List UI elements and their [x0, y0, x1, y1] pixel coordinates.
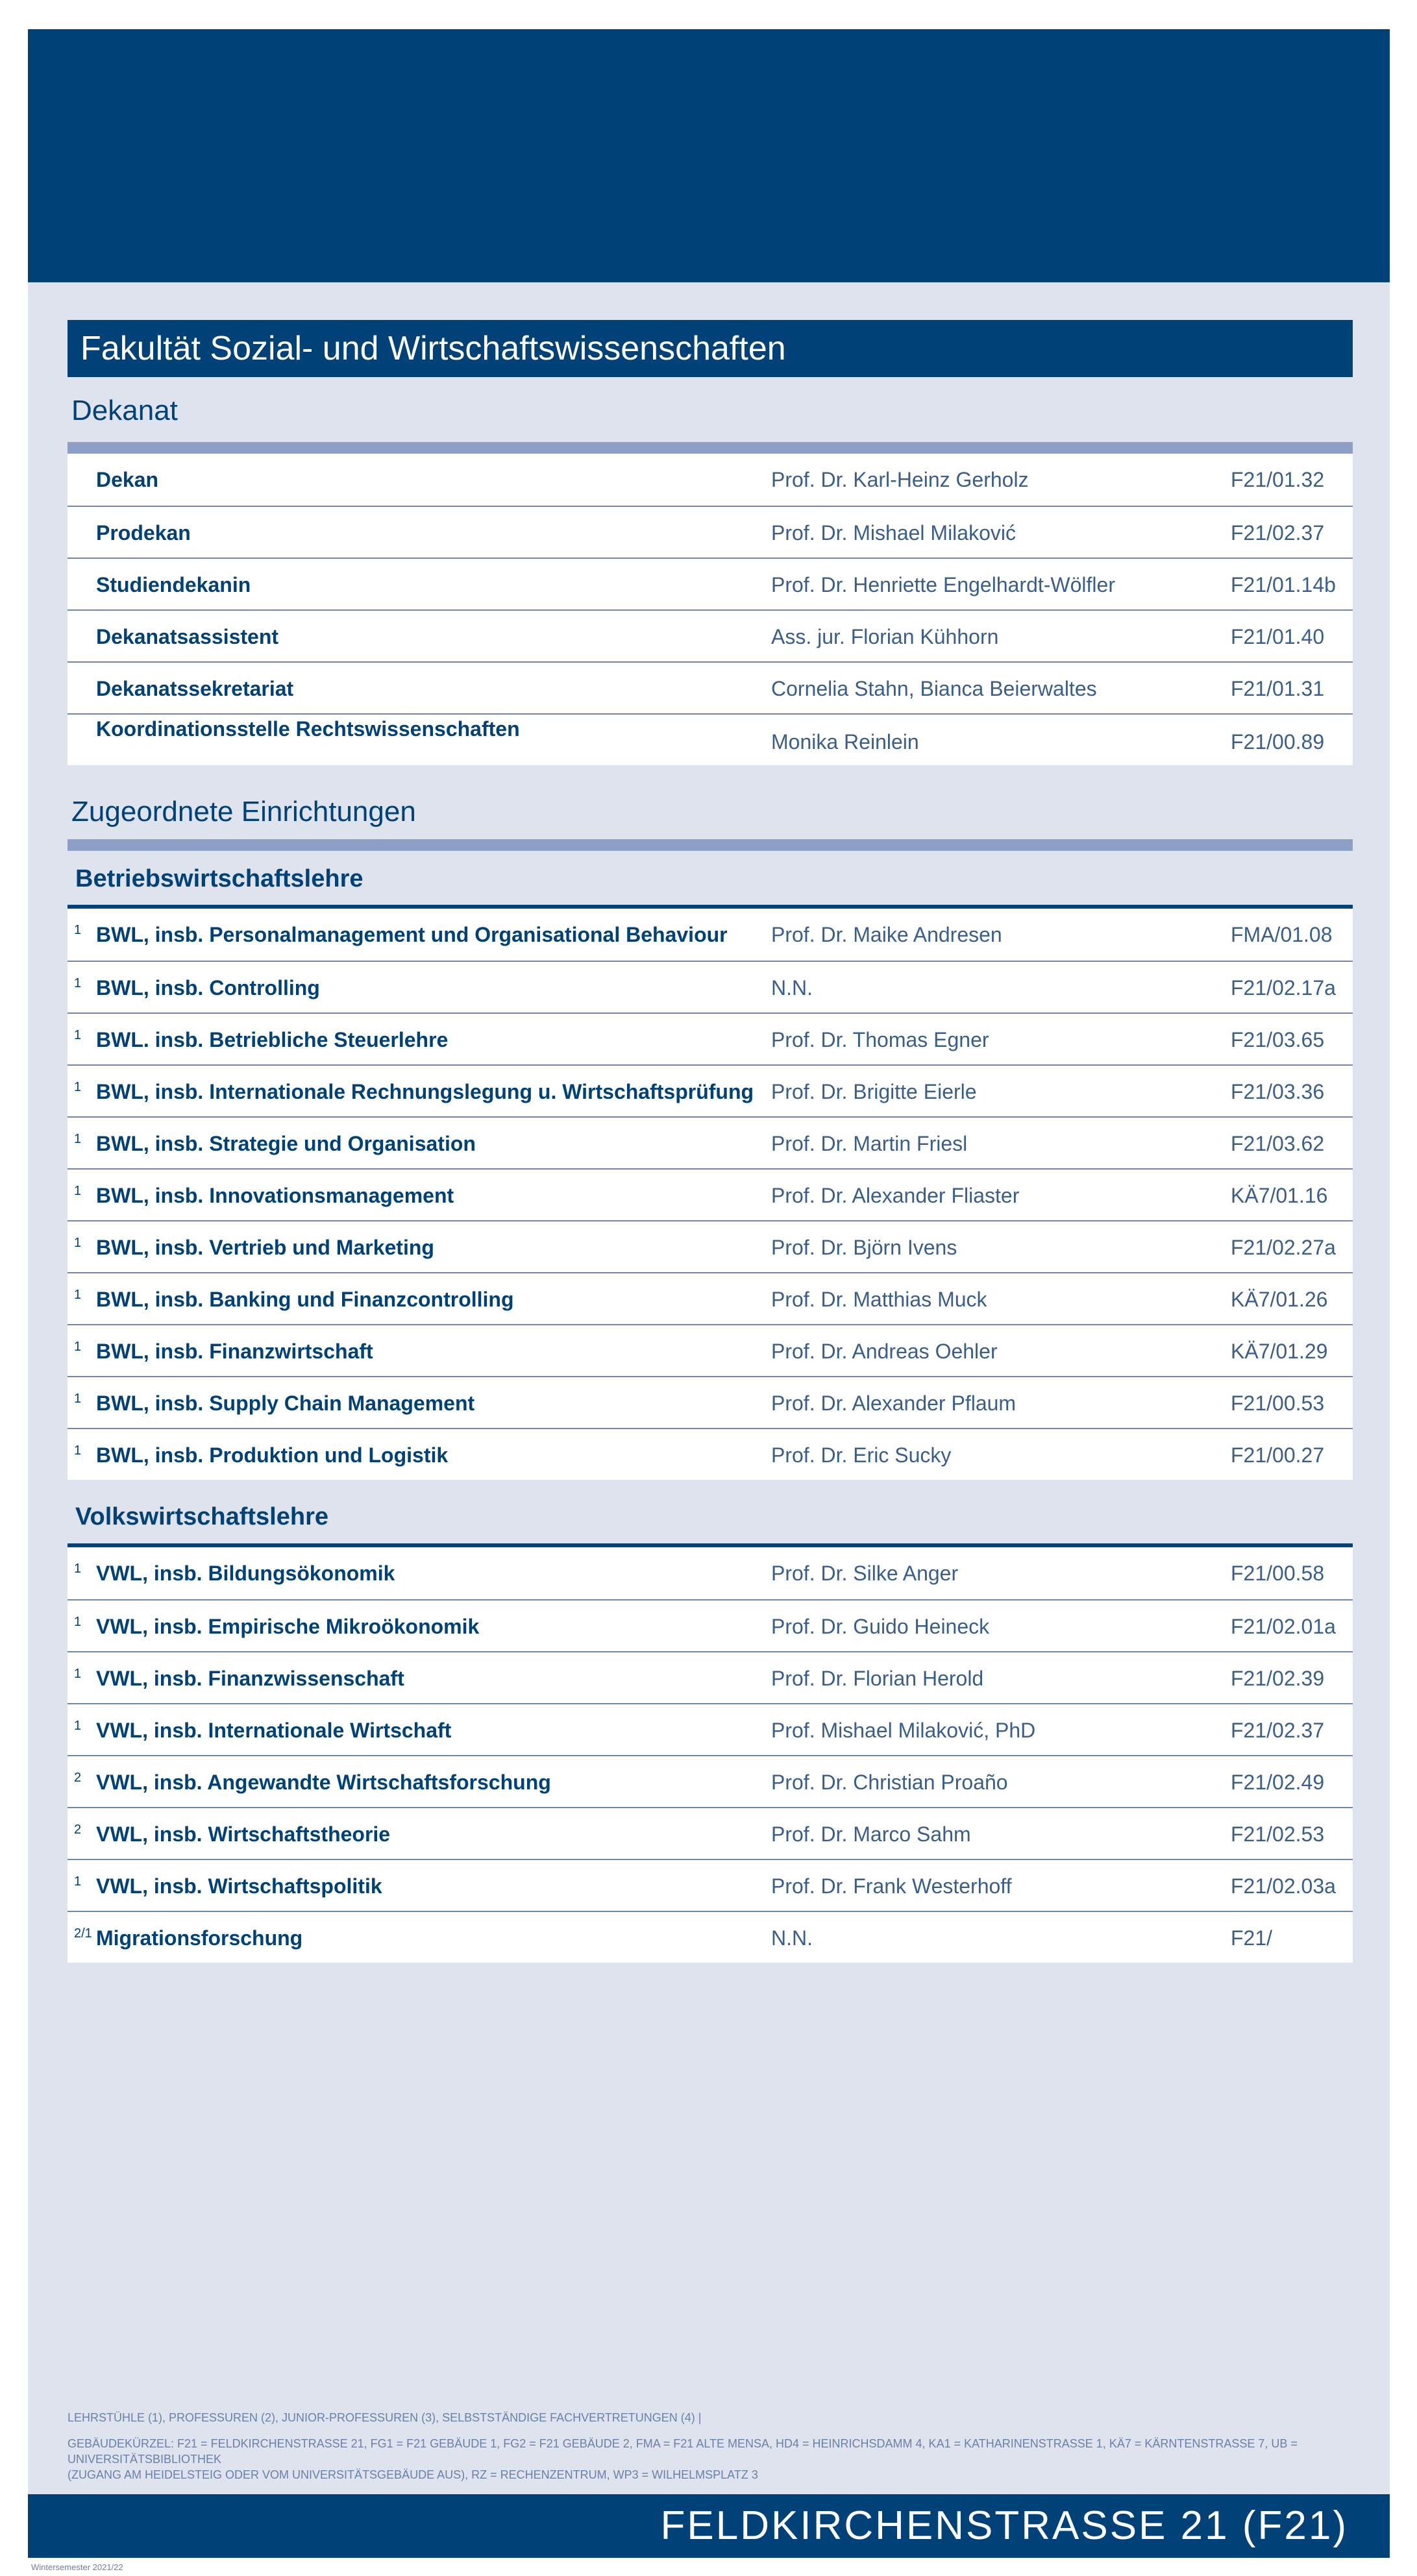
row-title: BWL, insb. Supply Chain Management — [96, 1392, 475, 1415]
row-person: Prof. Dr. Alexander Pflaum — [771, 1392, 1017, 1415]
category-number: 1 — [74, 976, 82, 990]
row-room: KÄ7/01.16 — [1231, 1184, 1328, 1207]
category-number: 1 — [74, 1340, 82, 1354]
table-row — [68, 1012, 1353, 1064]
row-title: VWL, insb. Empirische Mikroökonomik — [96, 1615, 480, 1638]
table-row — [68, 1599, 1353, 1651]
row-title: BWL, insb. Finanzwirtschaft — [96, 1340, 373, 1363]
table-row — [68, 1911, 1353, 1963]
row-person: Cornelia Stahn, Bianca Beierwaltes — [771, 677, 1097, 700]
row-room: F21/01.31 — [1231, 677, 1325, 700]
table-row — [68, 1651, 1353, 1703]
row-person: N.N. — [771, 1926, 813, 1950]
row-person: Ass. jur. Florian Kühhorn — [771, 625, 999, 648]
einrichtungen-heading: Zugeordnete Einrichtungen — [71, 796, 416, 828]
table-row — [68, 1807, 1353, 1859]
row-person: Prof. Dr. Maike Andresen — [771, 923, 1002, 946]
row-person: Prof. Mishael Milaković, PhD — [771, 1719, 1036, 1742]
row-title: Migrationsforschung — [96, 1926, 303, 1950]
row-title: VWL, insb. Wirtschaftstheorie — [96, 1822, 391, 1846]
row-room: F21/03.65 — [1231, 1028, 1325, 1051]
row-person: Prof. Dr. Martin Friesl — [771, 1132, 968, 1155]
category-number: 1 — [74, 1615, 82, 1629]
category-number: 2 — [74, 1822, 82, 1837]
row-room: F21/02.53 — [1231, 1822, 1325, 1846]
table-row — [68, 1376, 1353, 1428]
row-person: Prof. Dr. Brigitte Eierle — [771, 1080, 977, 1103]
category-number: 1 — [74, 1028, 82, 1042]
legend-buildings-line2: (ZUGANG AM HEIDELSTEIG ODER VOM UNIVERSITÄTSGEBÄUDE AUS), RZ = RECHENZENTRUM, WP3 = WILHELMSPLATZ 3 — [68, 2468, 758, 2481]
table-row — [68, 1064, 1353, 1116]
category-number: 1 — [74, 1080, 82, 1094]
row-room: F21/01.32 — [1231, 468, 1325, 491]
row-room: FMA/01.08 — [1231, 923, 1333, 946]
legend-categories: LEHRSTÜHLE (1), PROFESSUREN (2), JUNIOR-PROFESSUREN (3), SELBSTSTÄNDIGE FACHVERTRETUNGEN (4) | — [68, 2411, 702, 2424]
category-number: 2 — [74, 1771, 82, 1785]
row-room: F21/02.17a — [1231, 976, 1336, 1000]
row-title: BWL, insb. Banking und Finanzcontrolling — [96, 1288, 514, 1311]
table-row — [68, 454, 1353, 506]
footer-band — [28, 2494, 1390, 2558]
row-person: Prof. Dr. Mishael Milaković — [771, 521, 1016, 545]
table-row — [68, 1859, 1353, 1911]
row-person: Prof. Dr. Florian Herold — [771, 1667, 984, 1690]
row-room: F21/00.89 — [1231, 730, 1325, 754]
row-title: BWL, insb. Produktion und Logistik — [96, 1443, 449, 1467]
table-row — [68, 506, 1353, 558]
table-row — [68, 713, 1353, 765]
category-number: 1 — [74, 1236, 82, 1250]
category-number: 2/1 — [74, 1926, 92, 1941]
row-room: F21/00.53 — [1231, 1392, 1325, 1415]
row-room: F21/00.27 — [1231, 1443, 1325, 1467]
row-title: Koordinationsstelle Rechtswissenschaften — [96, 717, 520, 741]
row-room: F21/02.03a — [1231, 1874, 1336, 1898]
dekanat-table — [68, 454, 1353, 765]
category-number: 1 — [74, 1874, 82, 1889]
row-title: BWL, insb. Internationale Rechnungslegung u. Wirtschaftsprüfung — [96, 1080, 754, 1103]
row-person: Prof. Dr. Silke Anger — [771, 1562, 959, 1585]
semester-label: Wintersemester 2021/22 — [31, 2562, 123, 2572]
einrichtungen-rule — [68, 839, 1353, 851]
row-title: BWL, insb. Controlling — [96, 976, 320, 1000]
row-person: Monika Reinlein — [771, 730, 919, 754]
row-person: Prof. Dr. Eric Sucky — [771, 1443, 952, 1467]
dekanat-rule — [68, 442, 1353, 454]
row-title: VWL, insb. Angewandte Wirtschaftsforschung — [96, 1771, 551, 1794]
row-title: Dekan — [96, 468, 159, 491]
row-person: Prof. Dr. Frank Westerhoff — [771, 1874, 1012, 1898]
table-row — [68, 1272, 1353, 1324]
table-row — [68, 1220, 1353, 1272]
row-room: F21/03.62 — [1231, 1132, 1325, 1155]
faculty-title: Fakultät Sozial- und Wirtschaftswissenschaften — [68, 320, 1353, 377]
table-row — [68, 609, 1353, 661]
table-row — [68, 1428, 1353, 1480]
table-row — [68, 1324, 1353, 1376]
row-person: Prof. Dr. Henriette Engelhardt-Wölfler — [771, 573, 1115, 596]
row-title: BWL. insb. Betriebliche Steuerlehre — [96, 1028, 449, 1051]
row-title: VWL, insb. Wirtschaftspolitik — [96, 1874, 382, 1898]
row-title: BWL, insb. Strategie und Organisation — [96, 1132, 476, 1155]
row-title: BWL, insb. Personalmanagement und Organisational Behaviour — [96, 923, 728, 946]
row-title: BWL, insb. Innovationsmanagement — [96, 1184, 454, 1207]
row-person: Prof. Dr. Thomas Egner — [771, 1028, 989, 1051]
street-name: FELDKIRCHENSTRASSE 21 (F21) — [660, 2503, 1348, 2548]
table-row — [68, 1703, 1353, 1755]
category-number: 1 — [74, 1667, 82, 1681]
row-title: Dekanatsassistent — [96, 625, 279, 648]
table-row — [68, 1547, 1353, 1599]
row-room: F21/02.49 — [1231, 1771, 1325, 1794]
row-person: Prof. Dr. Matthias Muck — [771, 1288, 987, 1311]
category-number: 1 — [74, 923, 82, 937]
row-person: Prof. Dr. Alexander Fliaster — [771, 1184, 1020, 1207]
category-number: 1 — [74, 1392, 82, 1406]
row-room: F21/03.36 — [1231, 1080, 1325, 1103]
row-title: Studiendekanin — [96, 573, 251, 596]
table-row — [68, 1755, 1353, 1807]
row-room: KÄ7/01.29 — [1231, 1340, 1328, 1363]
category-number: 1 — [74, 1288, 82, 1302]
category-number: 1 — [74, 1719, 82, 1733]
row-title: Dekanatssekretariat — [96, 677, 294, 700]
row-room: F21/ — [1231, 1926, 1273, 1950]
table-row — [68, 961, 1353, 1012]
row-person: Prof. Dr. Björn Ivens — [771, 1236, 957, 1259]
row-person: Prof. Dr. Andreas Oehler — [771, 1340, 998, 1363]
row-title: BWL, insb. Vertrieb und Marketing — [96, 1236, 434, 1259]
category-number: 1 — [74, 1184, 82, 1198]
bwl-heading: Betriebswirtschaftslehre — [75, 865, 363, 892]
row-room: F21/02.37 — [1231, 1719, 1325, 1742]
category-number: 1 — [74, 1443, 82, 1458]
row-room: F21/02.01a — [1231, 1615, 1336, 1638]
table-row — [68, 558, 1353, 609]
row-person: Prof. Dr. Karl-Heinz Gerholz — [771, 468, 1029, 491]
row-room: F21/00.58 — [1231, 1562, 1325, 1585]
legend-buildings — [68, 2436, 1359, 2483]
category-number: 1 — [74, 1132, 82, 1146]
row-title: VWL, insb. Internationale Wirtschaft — [96, 1719, 452, 1742]
row-room: F21/01.14b — [1231, 573, 1336, 596]
table-row — [68, 661, 1353, 713]
row-title: VWL, insb. Finanzwissenschaft — [96, 1667, 404, 1690]
row-person: Prof. Dr. Marco Sahm — [771, 1822, 971, 1846]
table-row — [68, 1168, 1353, 1220]
dekanat-heading: Dekanat — [71, 395, 178, 426]
table-row — [68, 1116, 1353, 1168]
category-number: 1 — [74, 1562, 82, 1576]
row-person: Prof. Dr. Christian Proaño — [771, 1771, 1008, 1794]
row-title: Prodekan — [96, 521, 191, 545]
row-room: F21/02.37 — [1231, 521, 1325, 545]
row-person: N.N. — [771, 976, 813, 1000]
row-room: F21/01.40 — [1231, 625, 1325, 648]
row-room: F21/02.39 — [1231, 1667, 1325, 1690]
vwl-heading: Volkswirtschaftslehre — [75, 1503, 329, 1530]
header-band — [28, 29, 1390, 282]
table-row — [68, 909, 1353, 961]
legend-buildings-line1: GEBÄUDEKÜRZEL: F21 = FELDKIRCHENSTRASSE 21, FG1 = F21 GEBÄUDE 1, FG2 = F21 GEBÄUDE 2, FMA = F21 ALTE MENSA, HD4 = HEINRICHSDAMM 4, KA1 = KATHARINENSTRASSE 1, KÄ7 = KÄRNTENSTRASSE 7, UB = UNIVERSITÄTSBIBLIOTHEK — [68, 2437, 1298, 2466]
vwl-table — [68, 1547, 1353, 1963]
row-title: VWL, insb. Bildungsökonomik — [96, 1562, 395, 1585]
row-room: F21/02.27a — [1231, 1236, 1336, 1259]
row-room: KÄ7/01.26 — [1231, 1288, 1328, 1311]
bwl-table — [68, 909, 1353, 1480]
row-person: Prof. Dr. Guido Heineck — [771, 1615, 990, 1638]
